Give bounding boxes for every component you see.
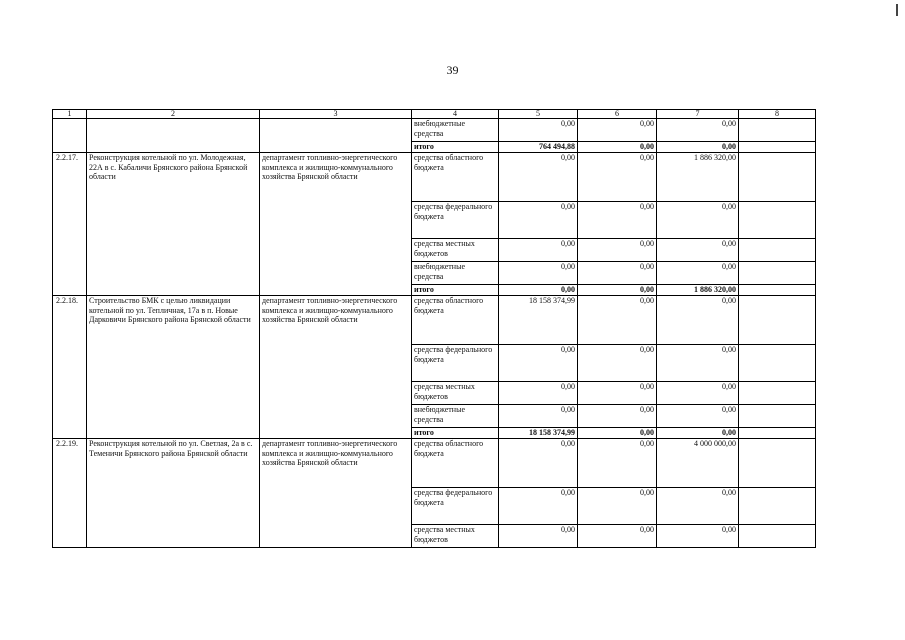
column-header: 2 — [87, 110, 260, 119]
value-col5: 0,00 — [499, 119, 578, 142]
value-col6: 0,00 — [578, 142, 657, 153]
column-header: 5 — [499, 110, 578, 119]
funding-source: средства областного бюджета — [412, 153, 499, 202]
column-header: 6 — [578, 110, 657, 119]
funding-source: внебюджетные средства — [412, 119, 499, 142]
item-number: 2.2.17. — [53, 153, 87, 296]
value-col7: 0,00 — [657, 262, 739, 285]
value-col8 — [739, 382, 816, 405]
value-col6: 0,00 — [578, 285, 657, 296]
value-col6: 0,00 — [578, 525, 657, 548]
value-col5: 0,00 — [499, 439, 578, 488]
value-col6: 0,00 — [578, 296, 657, 345]
value-col6: 0,00 — [578, 239, 657, 262]
funding-source: внебюджетные средства — [412, 405, 499, 428]
executor: департамент топливно-энергетического комплекса и жилищно-коммунального хозяйства Брянской области — [260, 439, 412, 548]
value-col6: 0,00 — [578, 488, 657, 525]
funding-source: средства областного бюджета — [412, 296, 499, 345]
budget-table — [52, 109, 816, 548]
value-col5: 0,00 — [499, 488, 578, 525]
page-number: 39 — [446, 63, 459, 77]
funding-source: итого — [412, 142, 499, 153]
item-number: 2.2.18. — [53, 296, 87, 439]
funding-row — [53, 153, 816, 202]
column-header: 1 — [53, 110, 87, 119]
value-col6: 0,00 — [578, 439, 657, 488]
value-col6: 0,00 — [578, 405, 657, 428]
value-col8 — [739, 405, 816, 428]
value-col6: 0,00 — [578, 345, 657, 382]
funding-source: средства областного бюджета — [412, 439, 499, 488]
item-name: Реконструкция котельной по ул. Молодежная, 22А в с. Кабаличи Брянского района Брянской области — [87, 153, 260, 296]
value-col5: 0,00 — [499, 202, 578, 239]
value-col6: 0,00 — [578, 262, 657, 285]
funding-source: средства местных бюджетов — [412, 525, 499, 548]
value-col5: 0,00 — [499, 525, 578, 548]
value-col8 — [739, 202, 816, 239]
column-header: 8 — [739, 110, 816, 119]
value-col5: 0,00 — [499, 239, 578, 262]
column-header: 7 — [657, 110, 739, 119]
value-col7: 0,00 — [657, 202, 739, 239]
value-col6: 0,00 — [578, 202, 657, 239]
value-col7: 0,00 — [657, 488, 739, 525]
funding-row — [53, 439, 816, 488]
value-col8 — [739, 296, 816, 345]
value-col8 — [739, 153, 816, 202]
value-col6: 0,00 — [578, 119, 657, 142]
value-col8 — [739, 345, 816, 382]
value-col7: 0,00 — [657, 239, 739, 262]
column-header-row — [53, 110, 816, 119]
value-col7: 0,00 — [657, 142, 739, 153]
value-col8 — [739, 285, 816, 296]
value-col5: 0,00 — [499, 153, 578, 202]
funding-row — [53, 119, 816, 142]
value-col8 — [739, 488, 816, 525]
value-col7: 0,00 — [657, 345, 739, 382]
item-number-empty — [53, 119, 87, 153]
value-col7: 0,00 — [657, 525, 739, 548]
funding-source: внебюджетные средства — [412, 262, 499, 285]
value-col6: 0,00 — [578, 153, 657, 202]
value-col7: 4 000 000,00 — [657, 439, 739, 488]
funding-source: средства федерального бюджета — [412, 202, 499, 239]
value-col5: 18 158 374,99 — [499, 296, 578, 345]
value-col5: 0,00 — [499, 345, 578, 382]
executor: департамент топливно-энергетического комплекса и жилищно-коммунального хозяйства Брянской области — [260, 296, 412, 439]
value-col6: 0,00 — [578, 428, 657, 439]
funding-source: средства федерального бюджета — [412, 488, 499, 525]
item-name-empty — [87, 119, 260, 153]
executor-empty — [260, 119, 412, 153]
table-body — [53, 110, 816, 548]
value-col5: 764 494,88 — [499, 142, 578, 153]
funding-source: средства местных бюджетов — [412, 382, 499, 405]
value-col5: 18 158 374,99 — [499, 428, 578, 439]
value-col8 — [739, 239, 816, 262]
value-col8 — [739, 142, 816, 153]
value-col7: 0,00 — [657, 428, 739, 439]
value-col7: 0,00 — [657, 405, 739, 428]
item-number: 2.2.19. — [53, 439, 87, 548]
funding-row — [53, 296, 816, 345]
value-col5: 0,00 — [499, 405, 578, 428]
item-name: Строительство БМК с целью ликвидации котельной по ул. Тепличная, 17а в п. Новые Дарковичи Брянского района Брянской области — [87, 296, 260, 439]
page-edge-mark — [896, 4, 898, 16]
value-col8 — [739, 439, 816, 488]
executor: департамент топливно-энергетического комплекса и жилищно-коммунального хозяйства Брянской области — [260, 153, 412, 296]
funding-source: итого — [412, 428, 499, 439]
value-col8 — [739, 119, 816, 142]
funding-source: средства федерального бюджета — [412, 345, 499, 382]
value-col8 — [739, 525, 816, 548]
value-col5: 0,00 — [499, 382, 578, 405]
value-col7: 1 886 320,00 — [657, 285, 739, 296]
value-col7: 0,00 — [657, 296, 739, 345]
value-col5: 0,00 — [499, 262, 578, 285]
value-col6: 0,00 — [578, 382, 657, 405]
value-col7: 1 886 320,00 — [657, 153, 739, 202]
column-header: 3 — [260, 110, 412, 119]
column-header: 4 — [412, 110, 499, 119]
value-col5: 0,00 — [499, 285, 578, 296]
value-col7: 0,00 — [657, 382, 739, 405]
funding-source: средства местных бюджетов — [412, 239, 499, 262]
funding-source: итого — [412, 285, 499, 296]
item-name: Реконструкция котельной по ул. Светлая, 2а в с. Теменичи Брянского района Брянской области — [87, 439, 260, 548]
value-col8 — [739, 262, 816, 285]
value-col8 — [739, 428, 816, 439]
value-col7: 0,00 — [657, 119, 739, 142]
